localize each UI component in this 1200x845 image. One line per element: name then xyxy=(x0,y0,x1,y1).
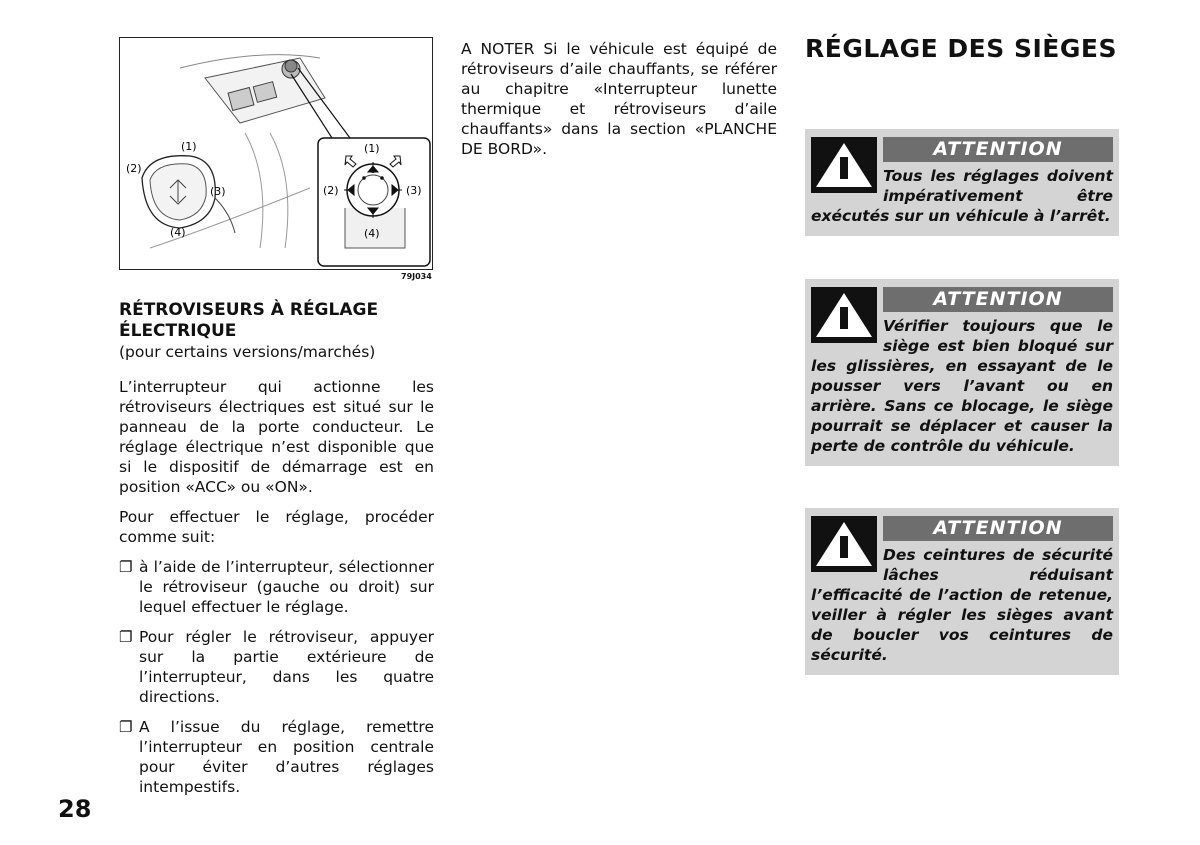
checkbox-bullet-icon: ❐ xyxy=(119,628,133,646)
warning-box xyxy=(805,279,1119,466)
list-item xyxy=(119,717,434,797)
mirror-diagram xyxy=(120,38,432,269)
warning-triangle-icon xyxy=(811,287,877,343)
checkbox-bullet-icon: ❐ xyxy=(119,558,133,576)
warning-box xyxy=(805,129,1119,236)
list-item xyxy=(119,627,434,707)
left-column xyxy=(119,300,434,807)
middle-column xyxy=(461,39,777,169)
warning-box xyxy=(805,508,1119,675)
warning-triangle-icon xyxy=(811,137,877,193)
checkbox-bullet-icon: ❐ xyxy=(119,718,133,736)
page-number: 28 xyxy=(58,795,92,823)
note-paragraph: A NOTER Si le véhicule est équipé de rétroviseurs d’aile chauffants, se référer au chapitre «Interrupteur lunette thermique et rétroviseurs d’aile chauffants» dans la section «PLANCHE DE BORD». xyxy=(461,40,777,158)
section-subtitle: (pour certains versions/marchés) xyxy=(119,343,376,361)
paragraph: Pour effectuer le réglage, procéder comme suit: xyxy=(119,508,434,546)
warning-text: Des ceintures de sécurité lâches réduisant l’efficacité de l’action de retenue, veiller à régler les sièges avant de boucler vos ceintures de sécurité. xyxy=(811,546,1113,664)
warning-heading: ATTENTION xyxy=(883,287,1113,312)
callout-1-left: (1) xyxy=(181,140,197,153)
list-item-text: Pour régler le rétroviseur, appuyer sur la partie extérieure de l’interrupteur, dans les quatre directions. xyxy=(139,628,434,706)
warning-text: Tous les réglages doivent impérativement être exécutés sur un véhicule à l’arrêt. xyxy=(811,167,1113,225)
page-title: RÉGLAGE DES SIÈGES xyxy=(805,34,1117,63)
section-title: RÉTROVISEURS À RÉGLAGE ÉLECTRIQUE xyxy=(119,300,379,341)
warning-heading: ATTENTION xyxy=(883,516,1113,541)
callout-4-right: (4) xyxy=(364,227,380,240)
callout-1-right: (1) xyxy=(364,142,380,155)
warning-triangle-icon xyxy=(811,516,877,572)
callout-3-right: (3) xyxy=(406,184,422,197)
mirror-switch-illustration xyxy=(119,37,433,270)
list-item-text: à l’aide de l’interrupteur, sélectionner le rétroviseur (gauche ou droit) sur lequel effectuer le réglage. xyxy=(139,558,434,616)
warning-heading: ATTENTION xyxy=(883,137,1113,162)
callout-3-left: (3) xyxy=(210,185,226,198)
callout-2-right: (2) xyxy=(323,184,339,197)
callout-2-left: (2) xyxy=(126,162,142,175)
list-item-text: A l’issue du réglage, remettre l’interrupteur en position centrale pour éviter d’autres réglages intempestifs. xyxy=(139,718,434,796)
callout-4-left: (4) xyxy=(170,226,186,239)
paragraph: L’interrupteur qui actionne les rétroviseurs électriques est situé sur le panneau de la porte conducteur. Le réglage électrique n’est disponible que si le dispositif de démarrage est en position «ACC» ou «ON». xyxy=(119,378,434,496)
list-item xyxy=(119,557,434,617)
figure-code: 79J034 xyxy=(401,272,432,281)
warning-text: Vérifier toujours que le siège est bien bloqué sur les glissières, en essayant de le pousser vers l’avant ou en arrière. Sans ce blocage, le siège pourrait se déplacer et causer la perte de contrôle du véhicule. xyxy=(811,317,1113,455)
